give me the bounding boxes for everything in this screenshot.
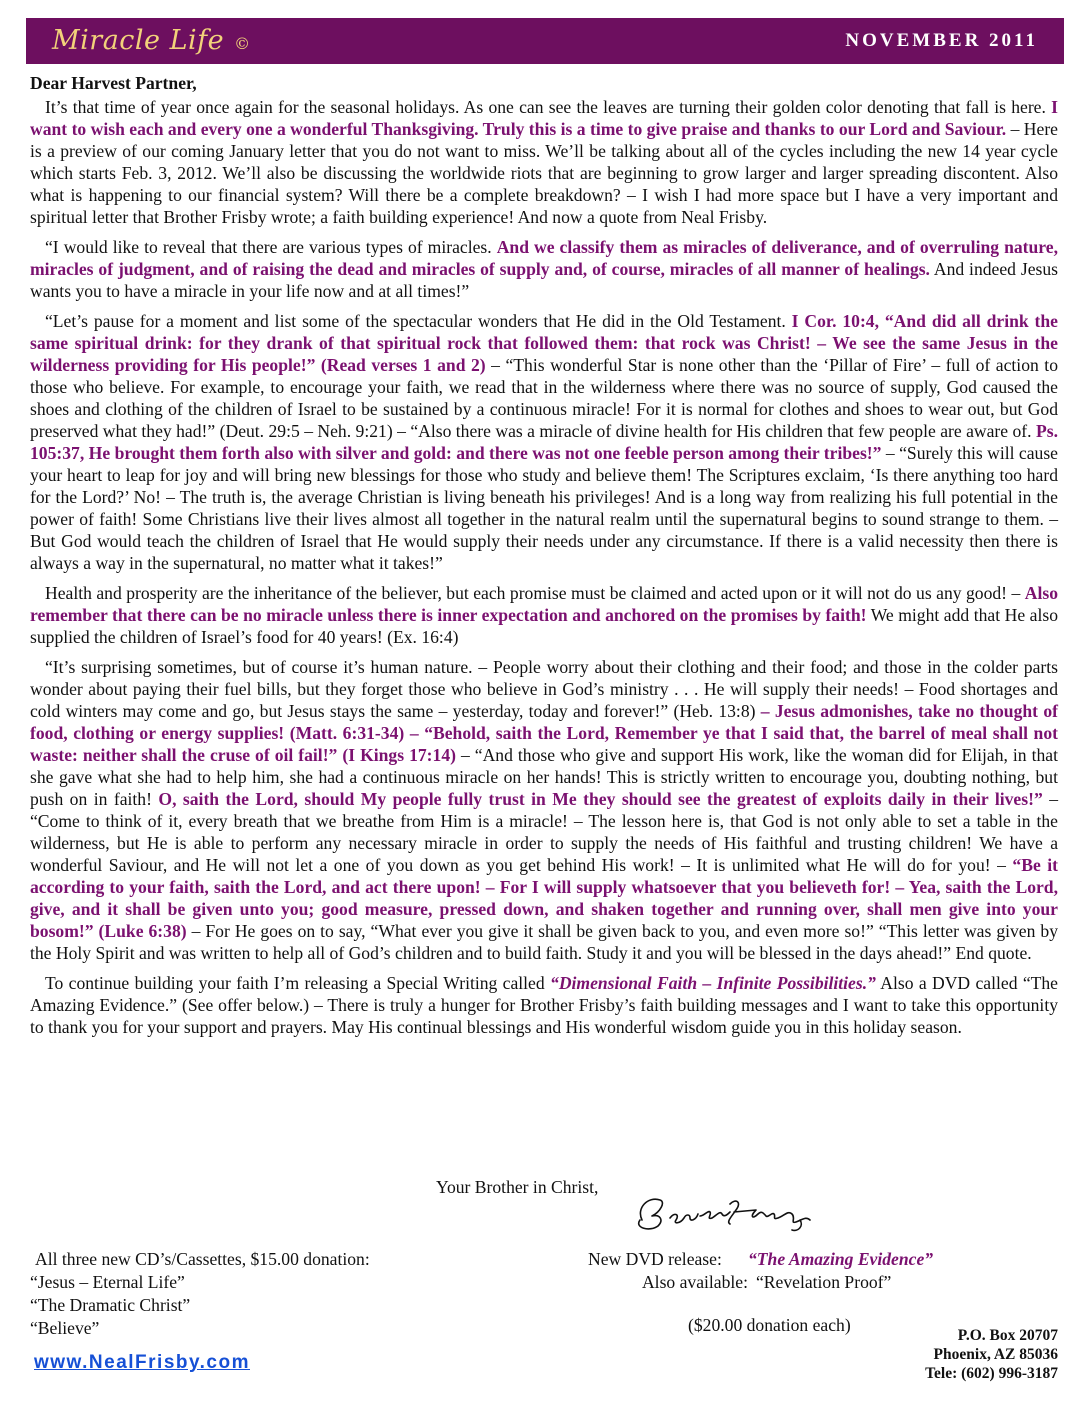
newsletter-header bbox=[26, 18, 1064, 64]
paragraph-1: It’s that time of year once again for the seasonal holidays. As one can see the leaves are turning their golden color denoting that fall is here. I want to wish each and every one a wonderful Thanksgiving. Truly this is a time to give praise and thanks to our Lord and Saviour. – Here is a preview of our coming January letter that you do not want to miss. We’ll be talking about all of the cycles including the new 14 year cycle which starts Feb. 3, 2012. We’ll also be discussing the worldwide riots that are beginning to grow larger and larger spreading discontent. Also what is happening to our financial system? Will there be a complete breakdown? – I wish I had more space but I have a very important and spiritual letter that Brother Frisby wrote; a faith building experience! And now a quote from Neal Frisby. bbox=[30, 97, 1058, 227]
signature-image bbox=[630, 1190, 830, 1236]
paragraph-5: “It’s surprising sometimes, but of course it’s human nature. – People worry about their clothing and their food; and those in the colder parts wonder about paying their fuel bills, but they forget those who believe in God’s ministry . . . He will supply their needs! – Food shortages and cold winters may come and go, but Jesus stays the same – yesterday, today and forever!” (Heb. 13:8) – Jesus admonishes, take no thought of food, clothing or energy supplies! (Matt. 6:31-34) – “Behold, saith the Lord, Remember ye that I said that, the barrel of meal shall not waste: neither shall the cruse of oil fail!” (I Kings 17:14) – “And those who give and support His work, like the woman did for Elijah, in that she gave what she had to help him, she had a continuous miracle on her hands! This is strictly written to encourage you, doubting nothing, but push on in faith! O, saith the Lord, should My people fully trust in Me they should see the greatest of exploits daily in their lives!” – “Come to think of it, every breath that we breathe from Him is a miracle! – The lesson here is, that God is not only able to set a table in the wilderness, but He is able to perform any necessary miracle in order to supply the needs of His faithful and trusting children! We have a wonderful Saviour, and He will not let a one of you down as you get behind His work! – It is unlimited what He will do for you! – “Be it according to your faith, saith the Lord, and act there upon! – For I will supply whatsoever that you believeth for! – Yea, saith the Lord, give, and it shall be given unto you; good measure, pressed down, and shaken together and running over, shall men give into your bosom!” (Luke 6:38) – For He goes on to say, “What ever you give it shall be given back to you, and even more so!” “This letter was given by the Holy Spirit and was written to help all of God’s children and to build faith. Study it and you will be blessed in the days ahead!” End quote. bbox=[30, 657, 1058, 963]
letter-body bbox=[30, 72, 1058, 1046]
cd-title-2: “The Dramatic Christ” bbox=[30, 1295, 191, 1315]
copyright-symbol: © bbox=[234, 34, 251, 53]
cd-offer-title: All three new CD’s/Cassettes, $15.00 donation: bbox=[35, 1249, 370, 1269]
cd-offer bbox=[30, 1248, 370, 1340]
paragraph-6: To continue building your faith I’m releasing a Special Writing called “Dimensional Faith – Infinite Possibilities.” Also a DVD called “The Amazing Evidence.” (See offer below.) – There is truly a hunger for Brother Frisby’s faith building messages and I want to take this opportunity to thank you for your support and prayers. May His continual blessings and His wonderful wisdom guide you in this holiday season. bbox=[30, 973, 1058, 1037]
mailing-address bbox=[925, 1326, 1058, 1383]
issue-date: NOVEMBER 2011 bbox=[845, 30, 1038, 51]
greeting: Dear Harvest Partner, bbox=[30, 73, 197, 93]
city-state-zip: Phoenix, AZ 85036 bbox=[933, 1346, 1058, 1363]
po-box: P.O. Box 20707 bbox=[957, 1327, 1058, 1344]
closing: Your Brother in Christ, bbox=[436, 1177, 599, 1197]
dvd-offer bbox=[588, 1248, 933, 1294]
dvd-release-label: New DVD release: bbox=[588, 1249, 722, 1269]
paragraph-4: Health and prosperity are the inheritance of the believer, but each promise must be claimed and acted upon or it will not do us any good! – Also remember that there can be no miracle unless there is inner expectation and anchored on the promises by faith! We might add that He also supplied the children of Israel’s food for 40 years! (Ex. 16:4) bbox=[30, 583, 1058, 647]
cd-title-1: “Jesus – Eternal Life” bbox=[30, 1272, 185, 1292]
paragraph-2: “I would like to reveal that there are various types of miracles. And we classify them as miracles of deliverance, and of overruling nature, miracles of judgment, and of raising the dead and miracles of supply and, of course, miracles of all manner of healings. And indeed Jesus wants you to have a miracle in your life now and at all times!” bbox=[30, 237, 1058, 301]
brand-title: Miracle Life © bbox=[52, 25, 251, 56]
website-link[interactable]: www.NealFrisby.com bbox=[34, 1352, 250, 1373]
also-available-label: Also available: bbox=[641, 1272, 748, 1292]
also-available-title: “Revelation Proof” bbox=[756, 1272, 892, 1292]
dvd-release-title: “The Amazing Evidence” bbox=[748, 1249, 934, 1269]
cd-title-3: “Believe” bbox=[30, 1318, 100, 1338]
also-available-row bbox=[588, 1271, 933, 1294]
paragraph-3: “Let’s pause for a moment and list some of the spectacular wonders that He did in the Old Testament. I Cor. 10:4, “And did all drink the same spiritual drink: for they drank of that spiritual rock that followed them: that rock was Christ! – We see the same Jesus in the wilderness providing for His people!” (Read verses 1 and 2) – “This wonderful Star is none other than the ‘Pillar of Fire’ – full of action to those who believe. For example, to encourage your faith, we read that in the wilderness where there was no source of supply, God caused the shoes and clothing of the children of Israel to be sustained by a continuous miracle! For it is normal for clothes and shoes to wear out, but God preserved what they had!” (Deut. 29:5 – Neh. 9:21) – “Also there was a miracle of divine health for His children that few people are aware of. Ps. 105:37, He brought them forth also with silver and gold: and there was not one feeble person among their tribes!” – “Surely this will cause your heart to leap for joy and will bring new blessings for those who study and believe them! The Scriptures exclaim, ‘Is there anything too hard for the Lord?’ No! – The truth is, the average Christian is living beneath his privileges! And is a long way from realizing his full potential in the power of faith! Some Christians live their lives almost all together in the natural realm until the supernatural begins to sound strange to them. – But God would teach the children of Israel that He would supply their needs under any circumstance. If there is a valid necessity then there is always a way in the supernatural, no matter what it takes!” bbox=[30, 311, 1058, 573]
dvd-release-row bbox=[588, 1248, 933, 1271]
dvd-price: ($20.00 donation each) bbox=[688, 1315, 851, 1335]
telephone: Tele: (602) 996-3187 bbox=[925, 1365, 1058, 1382]
